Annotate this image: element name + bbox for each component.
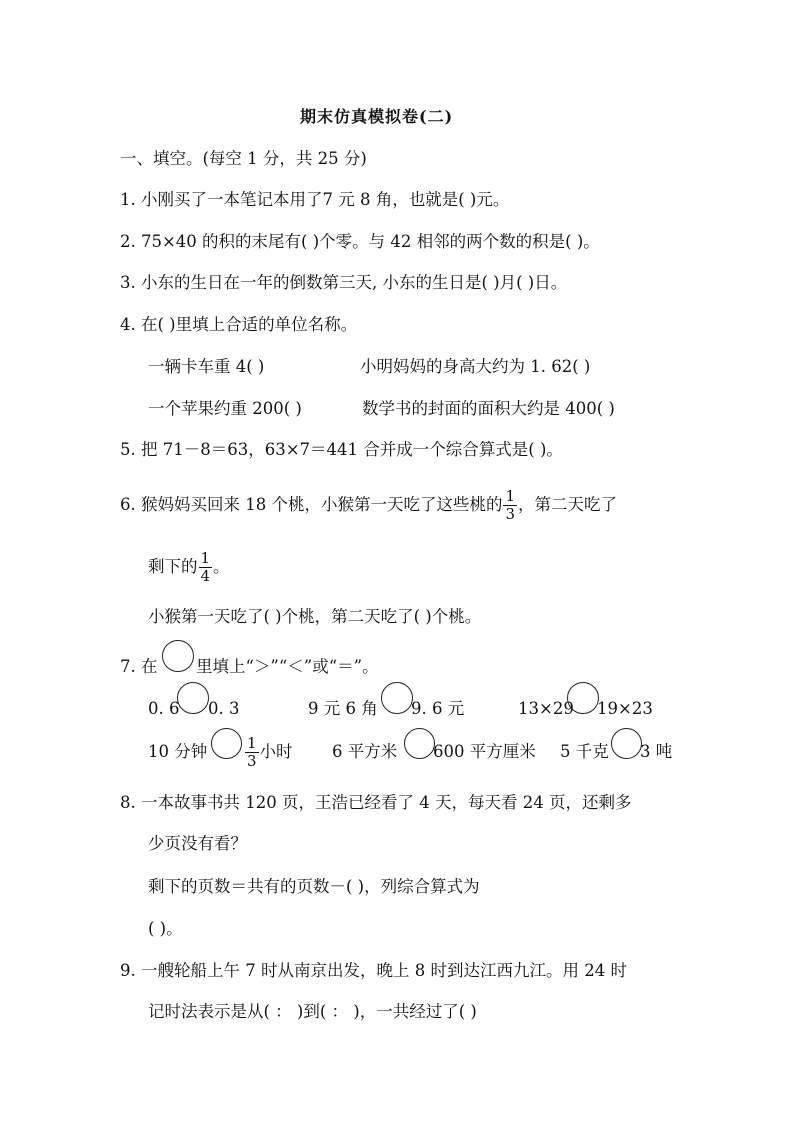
compare-right-unit: 小时 <box>259 742 293 761</box>
comparison-circle[interactable] <box>177 682 209 714</box>
section-heading: 一、填空。(每空 1 分，共 25 分) <box>120 149 367 168</box>
question-6-line-3: 小猴第一天吃了( )个桃，第二天吃了( )个桃。 <box>148 607 482 626</box>
fraction-denominator: 3 <box>505 505 516 523</box>
fraction-one-quarter <box>199 550 213 585</box>
fraction-numerator: 1 <box>200 549 211 567</box>
question-8-line-1: 8. 一本故事书共 120 页，王浩已经看了 4 天，每天看 24 页，还剩多 <box>120 793 632 812</box>
question-4-stem: 4. 在( )里填上合适的单位名称。 <box>120 315 358 334</box>
question-4-item-c: 一个苹果约重 200( ) <box>148 399 302 418</box>
fraction-numerator: 1 <box>247 734 257 752</box>
comparison-circle[interactable] <box>162 640 194 672</box>
compare-right <box>244 730 293 774</box>
fraction-denominator: 3 <box>247 752 257 770</box>
question-6-line-2 <box>148 550 230 585</box>
compare-right: 19×23 <box>597 699 653 718</box>
comparison-circle[interactable] <box>567 682 599 714</box>
comparison-circle[interactable] <box>211 728 242 759</box>
comparison-circle[interactable] <box>381 682 413 714</box>
question-7-stem-b: 里填上“＞”“＜”或“＝”。 <box>196 657 379 676</box>
comparison-circle[interactable] <box>404 728 435 759</box>
fraction-numerator: 1 <box>505 487 516 505</box>
question-8-line-3: 剩下的页数＝共有的页数－( )，列综合算式为 <box>148 877 480 896</box>
question-1: 1. 小刚买了一本笔记本用了7 元 8 角，也就是( )元。 <box>120 190 510 209</box>
question-4-item-a: 一辆卡车重 4( ) <box>148 357 265 376</box>
compare-left: 10 分钟 <box>148 742 208 761</box>
compare-left: 5 千克 <box>560 742 609 761</box>
question-6-line-1 <box>120 488 617 523</box>
compare-left: 9 元 6 角 <box>308 699 378 718</box>
fraction-one-third <box>245 735 259 770</box>
question-7-stem-a: 7. 在 <box>120 657 158 676</box>
compare-left: 6 平方米 <box>332 742 398 761</box>
comparison-circle[interactable] <box>611 728 642 759</box>
fraction-denominator: 4 <box>200 567 211 585</box>
question-4-item-b: 小明妈妈的身高大约为 1. 62( ) <box>360 357 591 376</box>
question-6-text: 剩下的 <box>148 557 198 576</box>
compare-right: 9. 6 元 <box>411 699 465 718</box>
compare-left: 0. 6 <box>148 699 180 718</box>
question-4-item-d: 数学书的封面的面积大约是 400( ) <box>362 399 615 418</box>
compare-right: 0. 3 <box>208 699 240 718</box>
question-3: 3. 小东的生日在一年的倒数第三天, 小东的生日是( )月( )日。 <box>120 273 568 292</box>
compare-right: 600 平方厘米 <box>433 742 536 761</box>
compare-left: 13×29 <box>518 699 574 718</box>
question-6-text-end: ，第二天吃了 <box>518 495 618 514</box>
question-8-line-4: ( )。 <box>148 919 183 938</box>
question-6-text-end: 。 <box>213 557 230 576</box>
page-title: 期末仿真模拟卷(二) <box>300 107 454 126</box>
question-5: 5. 把 71－8＝63，63×7＝441 合并成一个综合算式是( )。 <box>120 440 563 459</box>
question-2: 2. 75×40 的积的末尾有( )个零。与 42 相邻的两个数的积是( )。 <box>120 232 600 251</box>
question-9-line-1: 9. 一艘轮船上午 7 时从南京出发，晚上 8 时到达江西九江。用 24 时 <box>120 961 627 980</box>
question-9-line-2: 记时法表示是从( ： )到( ： )，一共经过了( ) <box>148 1002 477 1021</box>
question-8-line-2: 少页没有看？ <box>148 834 247 853</box>
fraction-one-third <box>503 488 517 523</box>
question-6-text: 6. 猴妈妈买回来 18 个桃，小猴第一天吃了这些桃的 <box>120 495 503 514</box>
compare-right: 3 吨 <box>640 742 673 761</box>
